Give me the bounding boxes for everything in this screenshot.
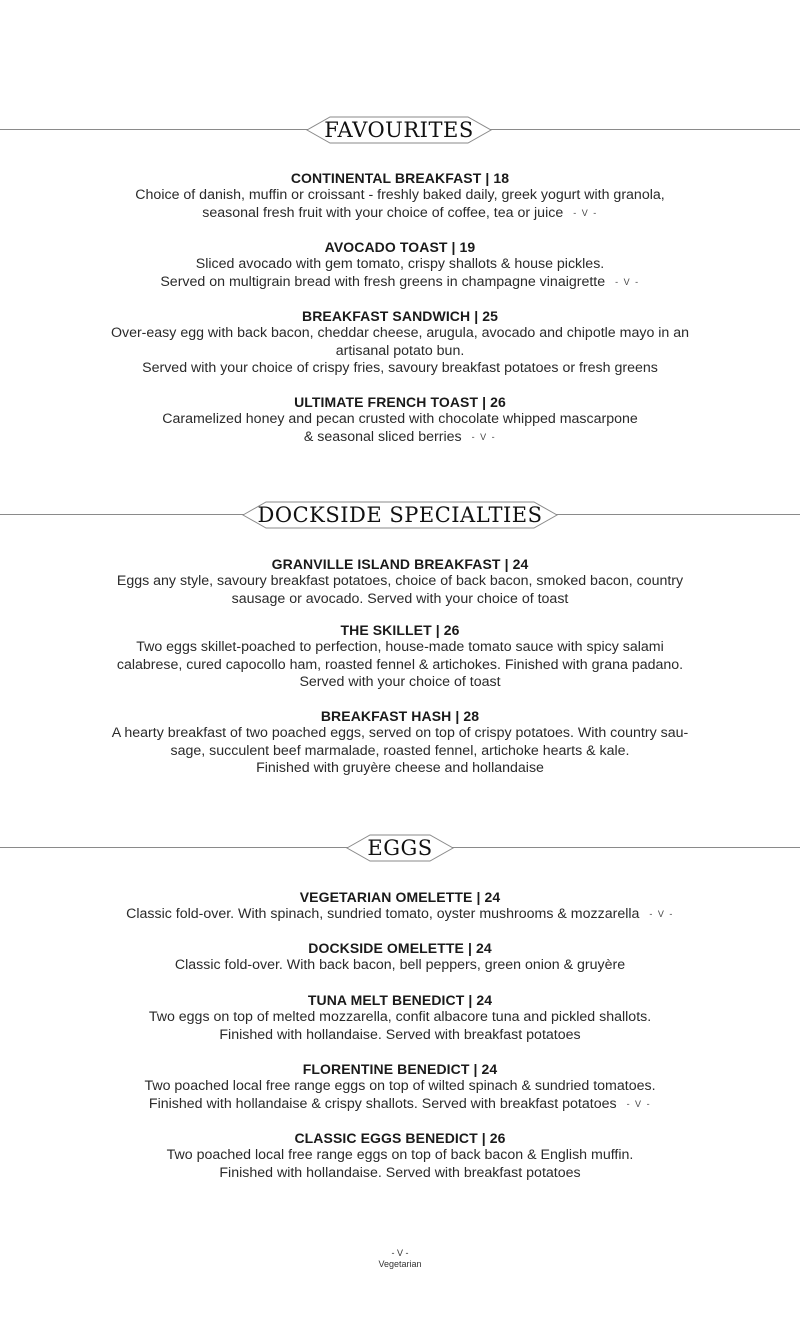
- item-name: ULTIMATE FRENCH TOAST | 26: [294, 394, 506, 410]
- vegetarian-tag: - V -: [649, 909, 674, 919]
- item-description: Choice of danish, muffin or croissant - freshly baked daily, greek yogurt with granola, seasonal fresh fruit with your choice of coffee, tea or juice - V -: [135, 187, 665, 221]
- item-name: CONTINENTAL BREAKFAST | 18: [290, 170, 510, 186]
- menu-item: [0, 889, 800, 924]
- item-description: Sliced avocado with gem tomato, crispy shallots & house pickles. Served on multigrain bread with fresh greens in champagne vinaigrette - V -: [160, 256, 640, 290]
- item-description: Eggs any style, savoury breakfast potatoes, choice of back bacon, smoked bacon, country sausage or avocado. Served with your choice of toast: [116, 573, 684, 607]
- item-description: Two poached local free range eggs on top of back bacon & English muffin. Finished with hollandaise. Served with breakfast potatoes: [166, 1147, 634, 1181]
- menu-item: [0, 708, 800, 778]
- menu-item: [0, 1061, 800, 1113]
- menu-item: [0, 622, 800, 692]
- item-name: BREAKFAST SANDWICH | 25: [301, 308, 498, 324]
- menu-item: [0, 239, 800, 291]
- item-name: CLASSIC EGGS BENEDICT | 26: [294, 1130, 506, 1146]
- menu-item: [0, 940, 800, 975]
- menu-item: [0, 556, 800, 608]
- item-name: GRANVILLE ISLAND BREAKFAST | 24: [271, 556, 529, 572]
- item-description: Classic fold-over. With back bacon, bell peppers, green onion & gruyère: [174, 957, 626, 973]
- menu-item: [0, 1130, 800, 1182]
- section-title: EGGS: [367, 836, 433, 860]
- item-name: BREAKFAST HASH | 28: [320, 708, 480, 724]
- menu-item: [0, 308, 800, 378]
- item-name: TUNA MELT BENEDICT | 24: [307, 992, 493, 1008]
- item-description: Two poached local free range eggs on top of wilted spinach & sundried tomatoes. Finished with hollandaise & crispy shallots. Served with breakfast potatoes - V -: [144, 1078, 656, 1112]
- item-description: Two eggs skillet-poached to perfection, house-made tomato sauce with spicy salami calabrese, cured capocollo ham, roasted fennel & artichokes. Finished with grana padano. Served with your choice of toast: [116, 639, 684, 691]
- vegetarian-tag: - V -: [573, 207, 598, 218]
- section-header-dockside-specialties: [0, 501, 800, 529]
- item-description: Two eggs on top of melted mozzarella, confit albacore tuna and pickled shallots. Finished with hollandaise. Served with breakfast potatoes: [148, 1009, 652, 1043]
- section-header-eggs: [0, 834, 800, 862]
- section-header-favourites: [0, 116, 800, 144]
- menu-item: [0, 992, 800, 1044]
- menu-item: [0, 394, 800, 446]
- vegetarian-tag: - V -: [471, 431, 497, 442]
- item-description: Caramelized honey and pecan crusted with chocolate whipped mascarpone & seasonal sliced berries - V -: [162, 411, 638, 445]
- section-title: DOCKSIDE SPECIALTIES: [257, 503, 543, 527]
- menu-item: [0, 170, 800, 222]
- item-description: A hearty breakfast of two poached eggs, served on top of crispy potatoes. With country sau- sage, succulent beef marmalade, roasted fennel, artichoke hearts & kale. Finished with gruyère cheese and hollandaise: [111, 725, 689, 777]
- item-name: THE SKILLET | 26: [340, 622, 460, 638]
- legend-symbol: - V -: [391, 1248, 409, 1258]
- vegetarian-legend: [0, 1248, 800, 1270]
- vegetarian-tag: - V -: [626, 1098, 652, 1109]
- vegetarian-tag: - V -: [615, 276, 640, 287]
- item-name: AVOCADO TOAST | 19: [324, 239, 476, 255]
- item-name: DOCKSIDE OMELETTE | 24: [308, 940, 492, 956]
- item-description: Classic fold-over. With spinach, sundried tomato, oyster mushrooms & mozzarella - V -: [126, 906, 674, 922]
- item-name: FLORENTINE BENEDICT | 24: [302, 1061, 498, 1077]
- legend-label: Vegetarian: [378, 1259, 422, 1269]
- section-title: FAVOURITES: [324, 118, 474, 142]
- item-name: VEGETARIAN OMELETTE | 24: [299, 889, 501, 905]
- item-description: Over-easy egg with back bacon, cheddar cheese, arugula, avocado and chipotle mayo in an artisanal potato bun. Served with your choice of crispy fries, savoury breakfast potatoes or fresh greens: [110, 325, 690, 377]
